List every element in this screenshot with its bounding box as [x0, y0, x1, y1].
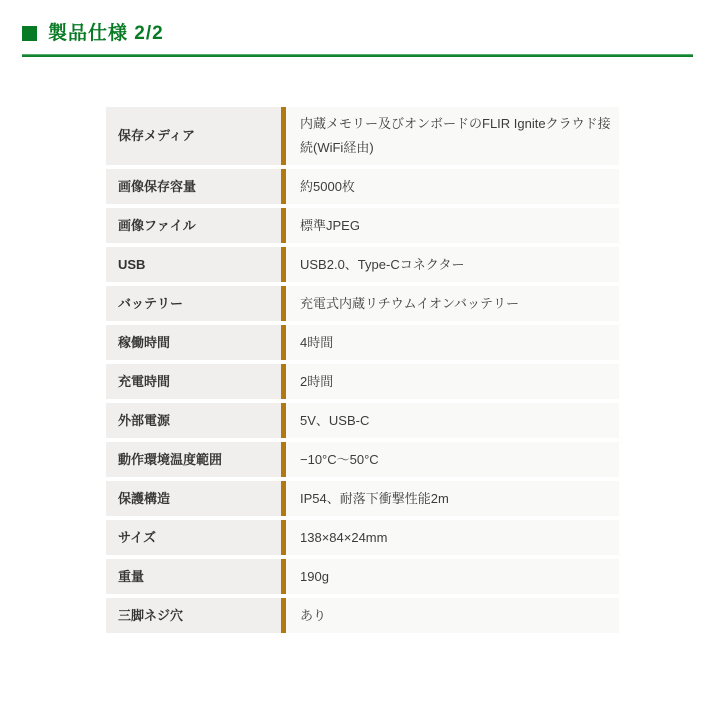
- spec-label: USB: [106, 247, 281, 282]
- spec-label: 動作環境温度範囲: [106, 442, 281, 477]
- spec-row-image-capacity: [106, 169, 619, 204]
- spec-table: [106, 107, 619, 637]
- spec-label: 保存メディア: [106, 107, 281, 165]
- spec-row-protection: [106, 481, 619, 516]
- spec-label: 重量: [106, 559, 281, 594]
- spec-row-charging-time: [106, 364, 619, 399]
- page-title: 製品仕様 2/2: [48, 23, 164, 44]
- spec-row-operating-time: [106, 325, 619, 360]
- spec-row-usb: [106, 247, 619, 282]
- spec-label: 充電時間: [106, 364, 281, 399]
- spec-label: サイズ: [106, 520, 281, 555]
- spec-value: 4時間: [286, 325, 619, 360]
- spec-value: あり: [286, 598, 619, 633]
- spec-value: 138×84×24mm: [286, 520, 619, 555]
- section-header: [22, 23, 693, 57]
- spec-value: 190g: [286, 559, 619, 594]
- spec-label: バッテリー: [106, 286, 281, 321]
- spec-value: 標準JPEG: [286, 208, 619, 243]
- spec-value: IP54、耐落下衝撃性能2m: [286, 481, 619, 516]
- spec-label: 画像ファイル: [106, 208, 281, 243]
- spec-value: 5V、USB-C: [286, 403, 619, 438]
- spec-label: 画像保存容量: [106, 169, 281, 204]
- spec-value: 約5000枚: [286, 169, 619, 204]
- spec-label: 保護構造: [106, 481, 281, 516]
- spec-row-external-power: [106, 403, 619, 438]
- spec-row-storage-media: [106, 107, 619, 165]
- spec-row-weight: [106, 559, 619, 594]
- spec-label: 外部電源: [106, 403, 281, 438]
- header-bullet-square-icon: [22, 26, 37, 41]
- spec-value: 内蔵メモリー及びオンボードのFLIR Igniteクラウド接続(WiFi経由): [286, 107, 619, 165]
- spec-label: 稼働時間: [106, 325, 281, 360]
- spec-value: 充電式内蔵リチウムイオンバッテリー: [286, 286, 619, 321]
- spec-value: USB2.0、Type-Cコネクター: [286, 247, 619, 282]
- spec-row-operating-temp-range: [106, 442, 619, 477]
- spec-label: 三脚ネジ穴: [106, 598, 281, 633]
- spec-row-tripod-mount: [106, 598, 619, 633]
- spec-value: 2時間: [286, 364, 619, 399]
- spec-row-image-file: [106, 208, 619, 243]
- spec-row-battery: [106, 286, 619, 321]
- header-underline: [22, 54, 693, 57]
- spec-row-size: [106, 520, 619, 555]
- spec-value: −10°C〜50°C: [286, 442, 619, 477]
